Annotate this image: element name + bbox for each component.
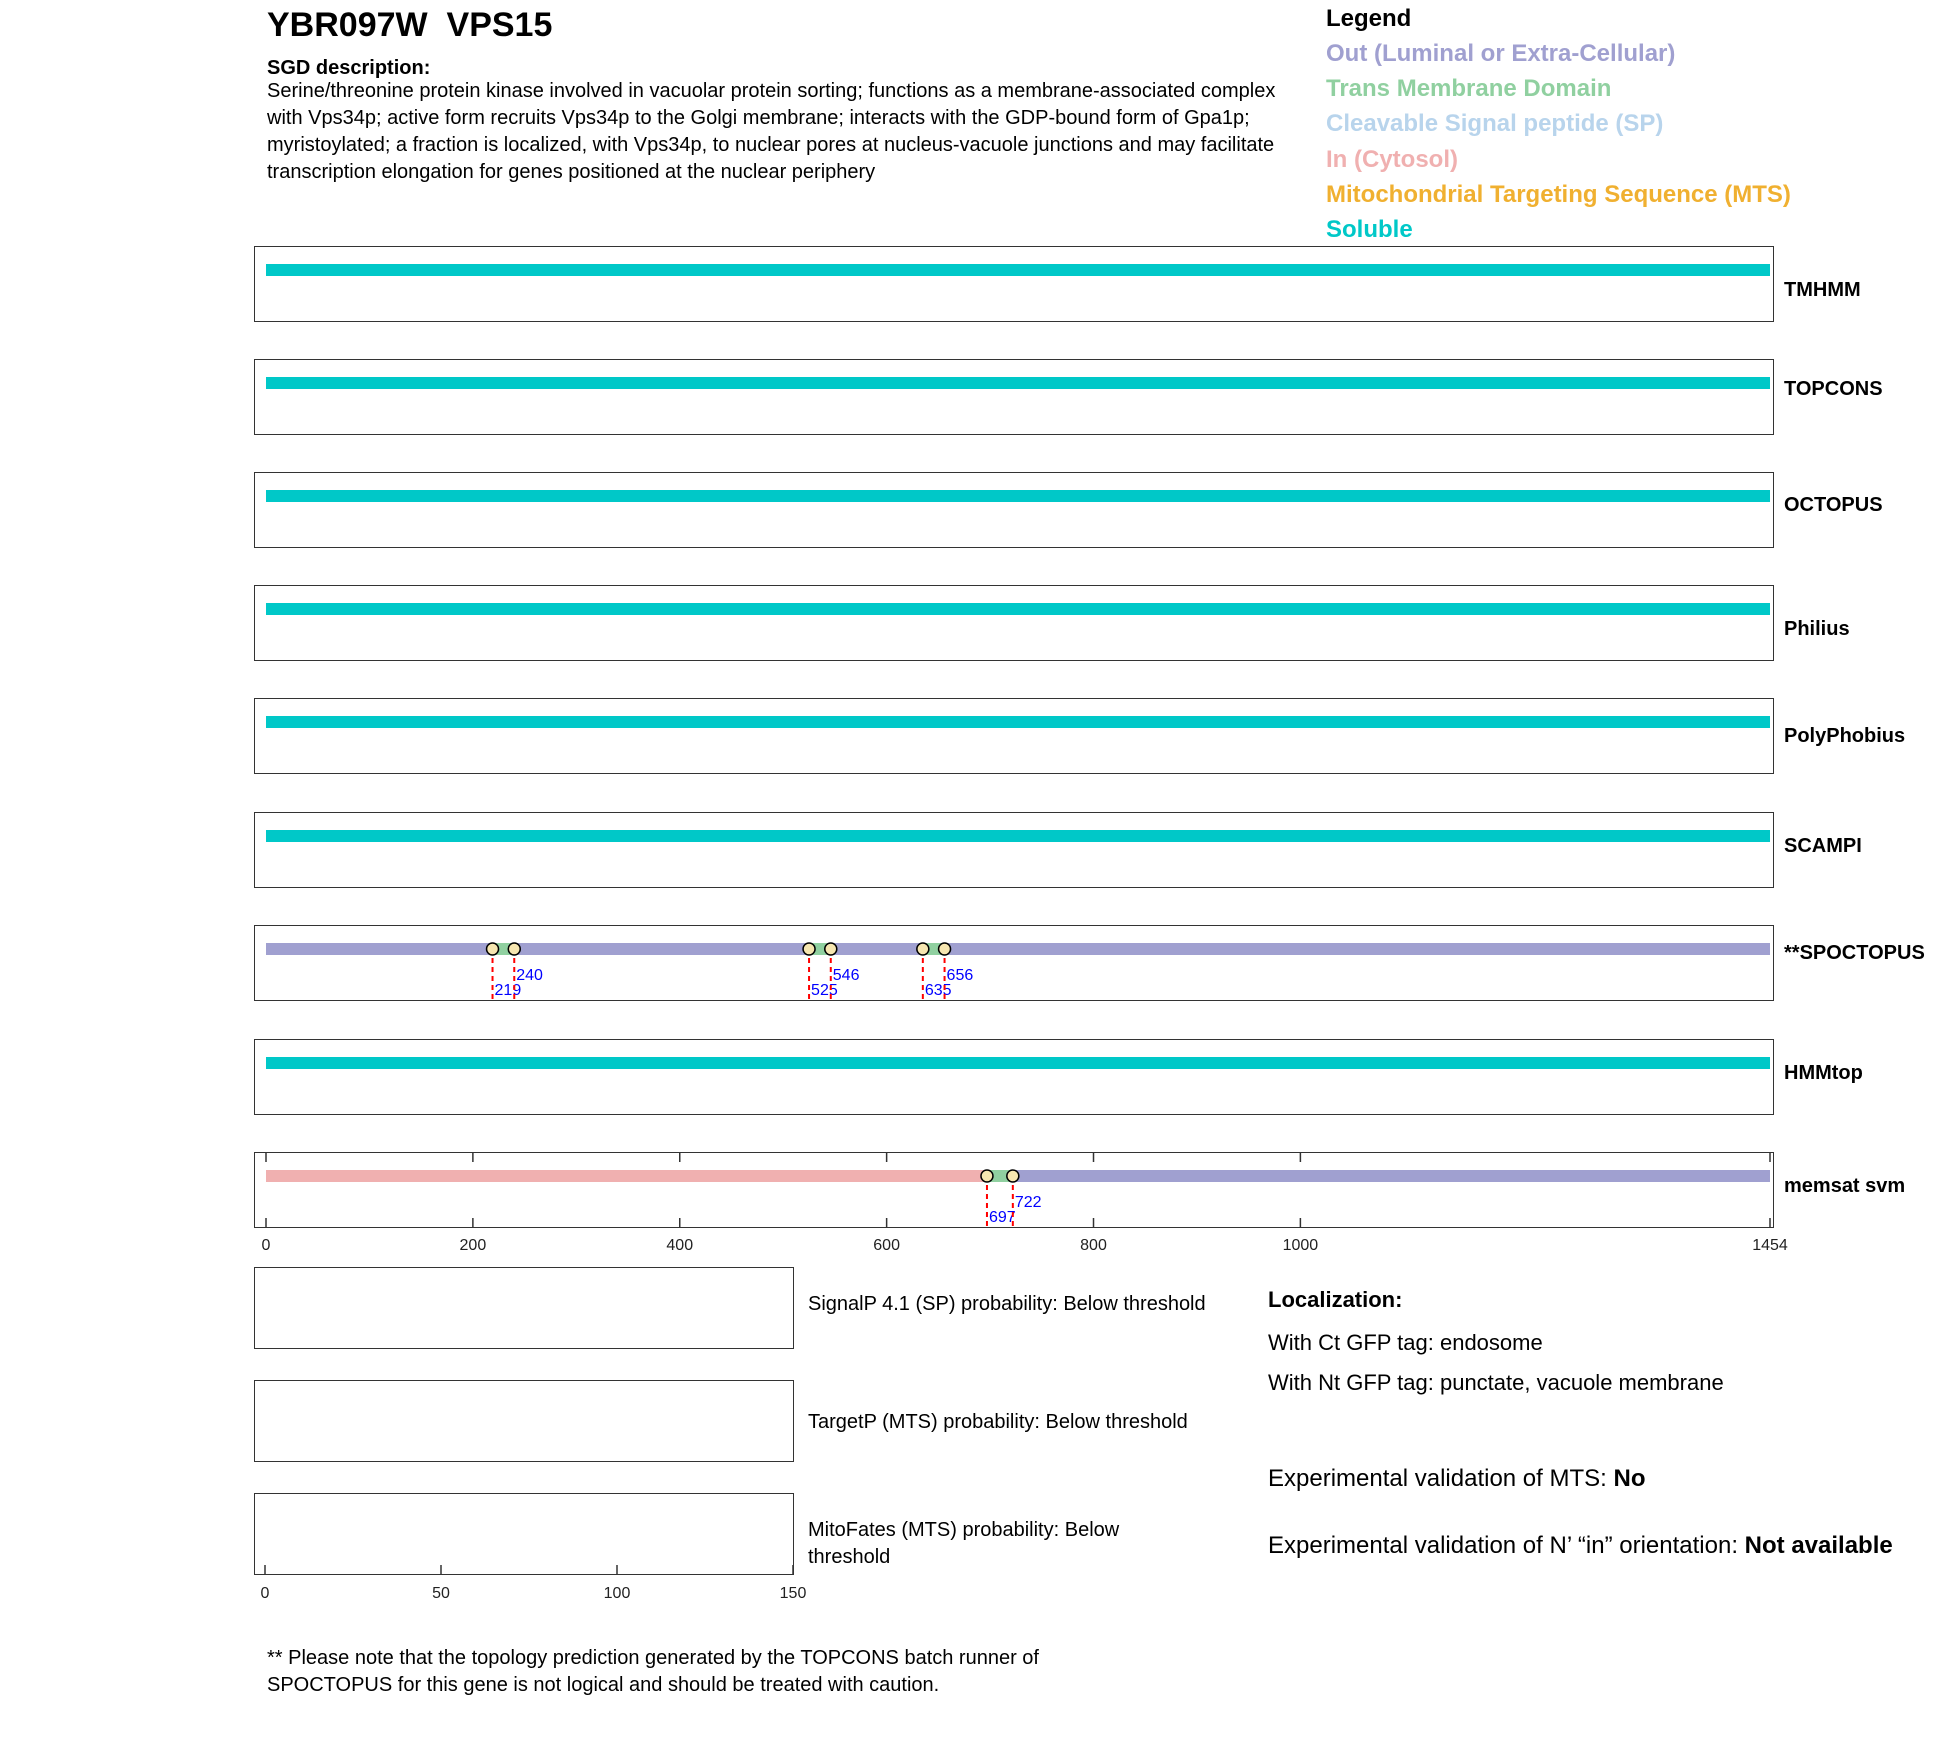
nin-validation: [1268, 1530, 1908, 1562]
legend-item-sp: Cleavable Signal peptide (SP): [1326, 110, 1664, 137]
boundary-label: 656: [946, 967, 974, 984]
axis-tick-label: 1454: [1752, 1237, 1788, 1254]
legend-title: Legend: [1326, 5, 1412, 32]
boundary-label: 240: [516, 967, 543, 984]
axis-tick-label: 400: [666, 1237, 694, 1254]
track-label: **SPOCTOPUS: [1784, 942, 1925, 964]
nin-validation-value: Not available: [1744, 1532, 1893, 1559]
gene-id: YBR097W: [267, 6, 428, 44]
mts-validation-value: No: [1613, 1465, 1646, 1492]
boundary-label: 722: [1014, 1194, 1042, 1211]
boundary-label: 635: [924, 982, 952, 999]
track-label: HMMtop: [1784, 1062, 1863, 1084]
axis-tick-label: 200: [459, 1237, 487, 1254]
boundary-label: 697: [988, 1209, 1016, 1226]
mitofates-label: MitoFates (MTS) probability: Below threshold: [808, 1519, 1120, 1568]
track-label: SCAMPI: [1784, 835, 1862, 857]
boundary-label: 219: [494, 982, 522, 999]
gene-name: VPS15: [446, 6, 553, 44]
track-label: memsat svm: [1784, 1175, 1906, 1197]
legend-item-mts: Mitochondrial Targeting Sequence (MTS): [1326, 181, 1791, 208]
nin-validation-label: Experimental validation of N’ “in” orientation:: [1268, 1532, 1745, 1559]
targetp-label: TargetP (MTS) probability: Below threshold: [808, 1411, 1188, 1433]
track-label: TMHMM: [1784, 279, 1861, 301]
localization-nt: With Nt GFP tag: punctate, vacuole membrane: [1268, 1370, 1724, 1395]
track-label: OCTOPUS: [1784, 494, 1883, 516]
legend-item-tm: Trans Membrane Domain: [1326, 75, 1612, 102]
signalp-label: SignalP 4.1 (SP) probability: Below threshold: [808, 1293, 1206, 1315]
track-label: Philius: [1784, 618, 1850, 640]
legend-item-soluble: Soluble: [1326, 216, 1413, 243]
localization-ct: With Ct GFP tag: endosome: [1268, 1330, 1543, 1355]
axis-tick-label: 1000: [1282, 1237, 1319, 1254]
caution-note: ** Please note that the topology prediction generated by the TOPCONS batch runner of SPOCTOPUS for this gene is not logical and should be treated with caution.: [267, 1647, 1039, 1696]
prob-axis-tick-label: 0: [260, 1585, 270, 1602]
prob-axis-tick-label: 150: [779, 1585, 807, 1602]
legend-item-out: Out (Luminal or Extra-Cellular): [1326, 40, 1676, 67]
legend-item-in: In (Cytosol): [1326, 146, 1458, 173]
track-label: TOPCONS: [1784, 378, 1883, 400]
track-label: PolyPhobius: [1784, 725, 1906, 747]
localization-heading: Localization:: [1268, 1287, 1403, 1312]
prob-axis-tick-label: 50: [432, 1585, 450, 1602]
description-text: Serine/threonine protein kinase involved in vacuolar protein sorting; functions as a membrane-associated complex with Vps34p; active form recruits Vps34p to the Golgi membrane; interacts with the GDP-bound form of Gpa1p; myristoylated; a fraction is localized, with Vps34p, to nuclear pores at nucleus-vacuole junctions and may facilitate transcription elongation for genes positioned at the nuclear periphery: [267, 80, 1276, 183]
axis-tick-label: 600: [873, 1237, 900, 1254]
prob-axis-tick-label: 100: [603, 1585, 631, 1602]
boundary-label: 525: [811, 982, 838, 999]
mts-validation-label: Experimental validation of MTS:: [1268, 1465, 1614, 1492]
boundary-label: 546: [832, 967, 860, 984]
axis-tick-label: 800: [1080, 1237, 1107, 1254]
description-heading: SGD description:: [267, 57, 431, 79]
mts-validation: [1268, 1463, 1908, 1495]
axis-tick-label: 0: [261, 1237, 271, 1254]
